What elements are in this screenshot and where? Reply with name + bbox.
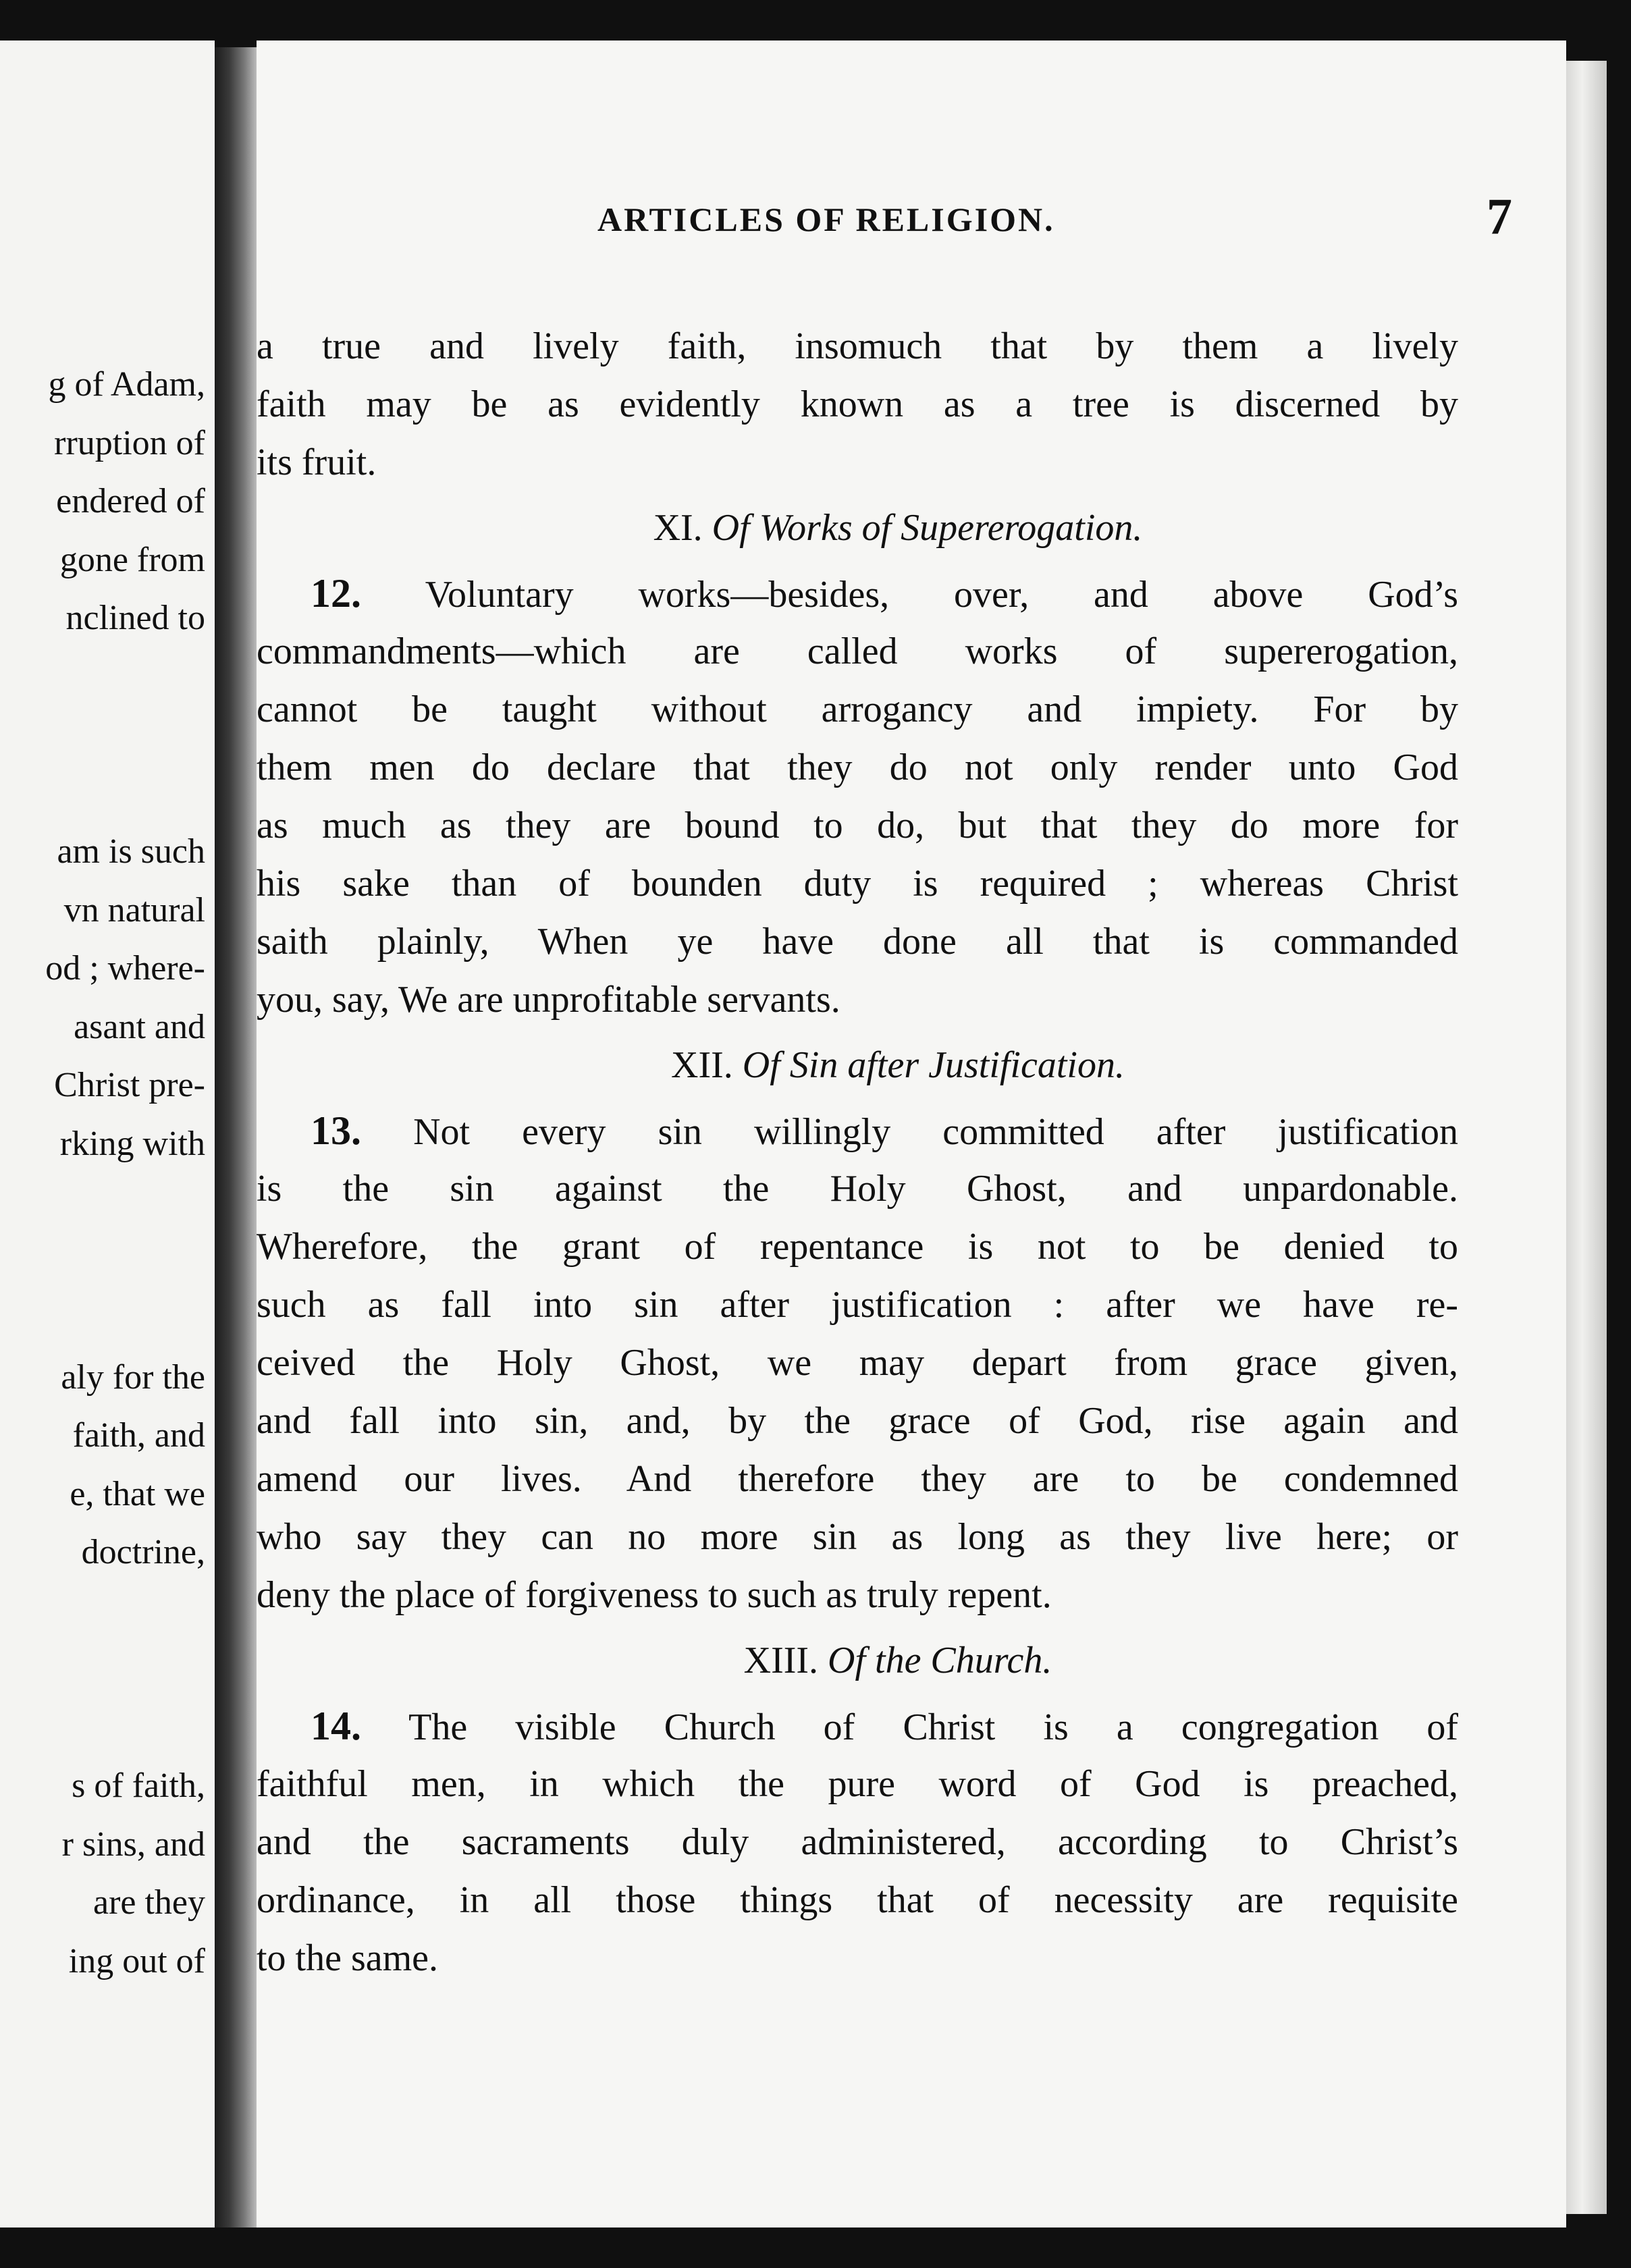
left-page-line: aly for the (61, 1357, 205, 1397)
left-page-line: r sins, and (61, 1825, 205, 1864)
running-head: ARTICLES OF RELIGION. (597, 200, 1055, 238)
text-line: Wherefore, the grant of repentance is not to be denied to (257, 1226, 1458, 1268)
text-line-content: The visible Church of Christ is a congregation of (408, 1706, 1458, 1748)
page-header (257, 188, 1566, 248)
article-heading (338, 1029, 1458, 1102)
article-number: 14. (311, 1704, 361, 1748)
text-line: as much as they are bound to do, but that they do more for (257, 805, 1458, 846)
text-line: commandments—which are called works of supererogation, (257, 630, 1458, 672)
text-line: faithful men, in which the pure word of God is preached, (257, 1763, 1458, 1805)
paragraph (257, 317, 1458, 491)
text-line: you, say, We are unprofitable servants. (257, 979, 840, 1021)
left-page-line: rruption of (54, 423, 205, 462)
text-line: saith plainly, When ye have done all that is commanded (257, 921, 1458, 963)
text-line: to the same. (257, 1937, 439, 1979)
text-line: deny the place of forgiveness to such as truly repent. (257, 1574, 1052, 1616)
left-page-line: od ; where- (45, 949, 205, 988)
left-facing-page (0, 40, 215, 2228)
article-heading-number: XII. (671, 1044, 733, 1086)
left-page-line: ing out of (68, 1941, 205, 1980)
left-page-line: endered of (56, 482, 205, 520)
left-page-line: e, that we (70, 1474, 205, 1513)
text-line: faith may be as evidently known as a tree is discerned by (257, 383, 1458, 425)
text-line-content: Not every sin willingly committed after justification (413, 1111, 1458, 1153)
text-line: such as fall into sin after justification : after we have re- (257, 1284, 1458, 1326)
book-gutter (215, 47, 257, 2228)
left-page-line: doctrine, (81, 1533, 205, 1571)
article-heading (338, 491, 1458, 564)
paragraph (257, 564, 1458, 1029)
text-line (257, 564, 1458, 622)
left-page-line: am is such (57, 832, 205, 871)
text-line-content: Voluntary works—besides, over, and above God’s (425, 574, 1458, 616)
text-line: them men do declare that they do not only render unto God (257, 747, 1458, 788)
text-line (257, 1697, 1458, 1755)
article-heading-title: Of Works of Supererogation. (712, 507, 1143, 549)
left-page-line: gone from (59, 540, 205, 579)
left-page-line: faith, and (72, 1416, 205, 1455)
paragraph (257, 1102, 1458, 1624)
left-page-line: rking with (59, 1124, 205, 1163)
page-number: 7 (1487, 188, 1512, 245)
left-page-line: Christ pre- (54, 1066, 205, 1104)
text-line: and the sacraments duly administered, according to Christ’s (257, 1821, 1458, 1863)
article-heading-number: XIII. (743, 1640, 819, 1681)
left-page-line: g of Adam, (48, 365, 205, 404)
text-line: his sake than of bounden duty is required ; whereas Christ (257, 863, 1458, 905)
page-body (257, 317, 1458, 1987)
left-page-line: vn natural (63, 890, 205, 929)
text-line: amend our lives. And therefore they are to be condemned (257, 1458, 1458, 1500)
paragraph (257, 1697, 1458, 1987)
text-line: its fruit. (257, 441, 377, 483)
left-page-line: are they (92, 1883, 205, 1922)
article-number: 13. (311, 1108, 361, 1153)
left-page-line: nclined to (65, 599, 205, 637)
text-line: ordinance, in all those things that of necessity are requisite (257, 1879, 1458, 1921)
text-line: ceived the Holy Ghost, we may depart from grace given, (257, 1342, 1458, 1384)
text-line: a true and lively faith, insomuch that by them a lively (257, 325, 1458, 367)
article-number: 12. (311, 571, 361, 616)
right-page (257, 40, 1566, 2228)
text-line: and fall into sin, and, by the grace of God, rise again and (257, 1400, 1458, 1442)
text-line: who say they can no more sin as long as they live here; or (257, 1516, 1458, 1558)
left-page-line: s of faith, (72, 1766, 205, 1805)
page-edge (1566, 61, 1607, 2214)
left-page-line: asant and (74, 1007, 205, 1046)
text-line: is the sin against the Holy Ghost, and unpardonable. (257, 1168, 1458, 1210)
article-heading-number: XI. (653, 507, 703, 549)
article-heading (338, 1624, 1458, 1697)
article-heading-title: Of the Church. (828, 1640, 1052, 1681)
text-line (257, 1102, 1458, 1160)
text-line: cannot be taught without arrogancy and impiety. For by (257, 688, 1458, 730)
article-heading-title: Of Sin after Justification. (742, 1044, 1125, 1086)
